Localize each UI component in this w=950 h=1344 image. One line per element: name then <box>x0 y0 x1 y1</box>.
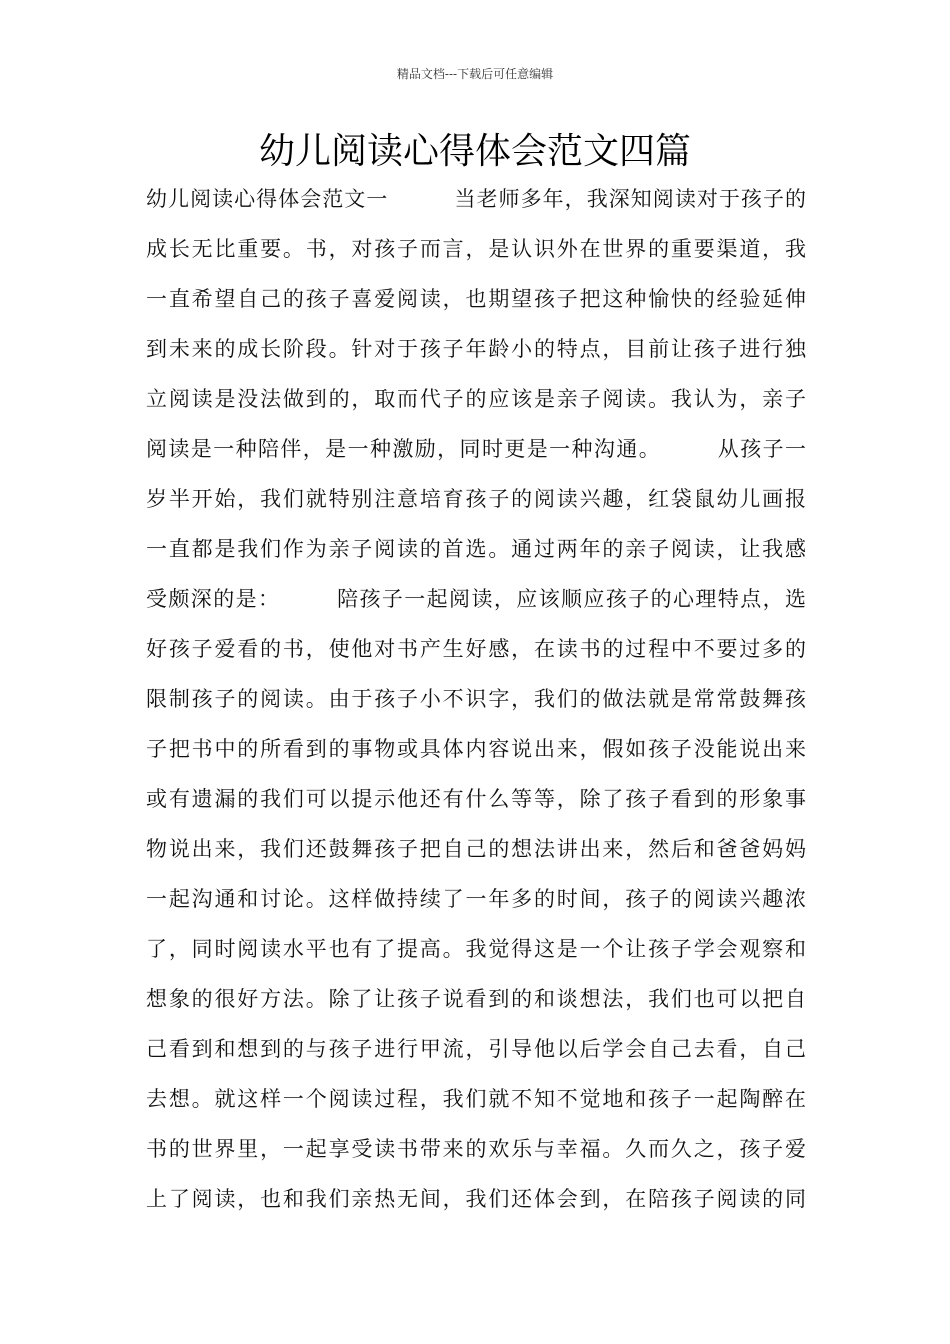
body-line: 想象的很好方法。除了让孩子说看到的和谈想法，我们也可以把自 <box>146 987 806 1011</box>
body-line: 立阅读是没法做到的，取而代子的应该是亲子阅读。我认为，亲子 <box>146 387 806 411</box>
body-line: 阅读是一种陪伴，是一种激励，同时更是一种沟通。 从孩子一 <box>146 437 806 461</box>
body-line: 幼儿阅读心得体会范文一 当老师多年，我深知阅读对于孩子的 <box>146 187 806 211</box>
body-line: 岁半开始，我们就特别注意培育孩子的阅读兴趣，红袋鼠幼儿画报 <box>146 487 806 511</box>
body-line: 物说出来，我们还鼓舞孩子把自己的想法讲出来，然后和爸爸妈妈 <box>146 837 806 861</box>
body-line: 己看到和想到的与孩子进行甲流，引导他以后学会自己去看，自己 <box>146 1037 806 1061</box>
body-line: 成长无比重要。书，对孩子而言，是认识外在世界的重要渠道，我 <box>146 237 806 261</box>
body-line: 或有遗漏的我们可以提示他还有什么等等，除了孩子看到的形象事 <box>146 787 806 811</box>
body-line: 限制孩子的阅读。由于孩子小不识字，我们的做法就是常常鼓舞孩 <box>146 687 806 711</box>
body-line: 受颇深的是： 陪孩子一起阅读，应该顺应孩子的心理特点，选 <box>146 587 806 611</box>
body-line: 一起沟通和讨论。这样做持续了一年多的时间，孩子的阅读兴趣浓 <box>146 887 806 911</box>
document-title: 幼儿阅读心得体会范文四篇 <box>258 131 691 172</box>
body-line: 了，同时阅读水平也有了提高。我觉得这是一个让孩子学会观察和 <box>146 937 806 961</box>
body-line: 去想。就这样一个阅读过程，我们就不知不觉地和孩子一起陶醉在 <box>146 1087 806 1111</box>
body-line: 好孩子爱看的书，使他对书产生好感，在读书的过程中不要过多的 <box>146 637 806 661</box>
body-line: 一直都是我们作为亲子阅读的首选。通过两年的亲子阅读，让我感 <box>146 537 806 561</box>
body-line: 到未来的成长阶段。针对于孩子年龄小的特点，目前让孩子进行独 <box>146 337 806 361</box>
body-text <box>146 174 806 1224</box>
body-line: 上了阅读，也和我们亲热无间，我们还体会到，在陪孩子阅读的同 <box>146 1187 806 1211</box>
body-line: 书的世界里，一起享受读书带来的欢乐与幸福。久而久之，孩子爱 <box>146 1137 806 1161</box>
body-line: 一直希望自己的孩子喜爱阅读，也期望孩子把这种愉快的经验延伸 <box>146 287 806 311</box>
body-line: 子把书中的所看到的事物或具体内容说出来，假如孩子没能说出来 <box>146 737 806 761</box>
header-note: 精品文档---下载后可任意编辑 <box>396 67 554 81</box>
